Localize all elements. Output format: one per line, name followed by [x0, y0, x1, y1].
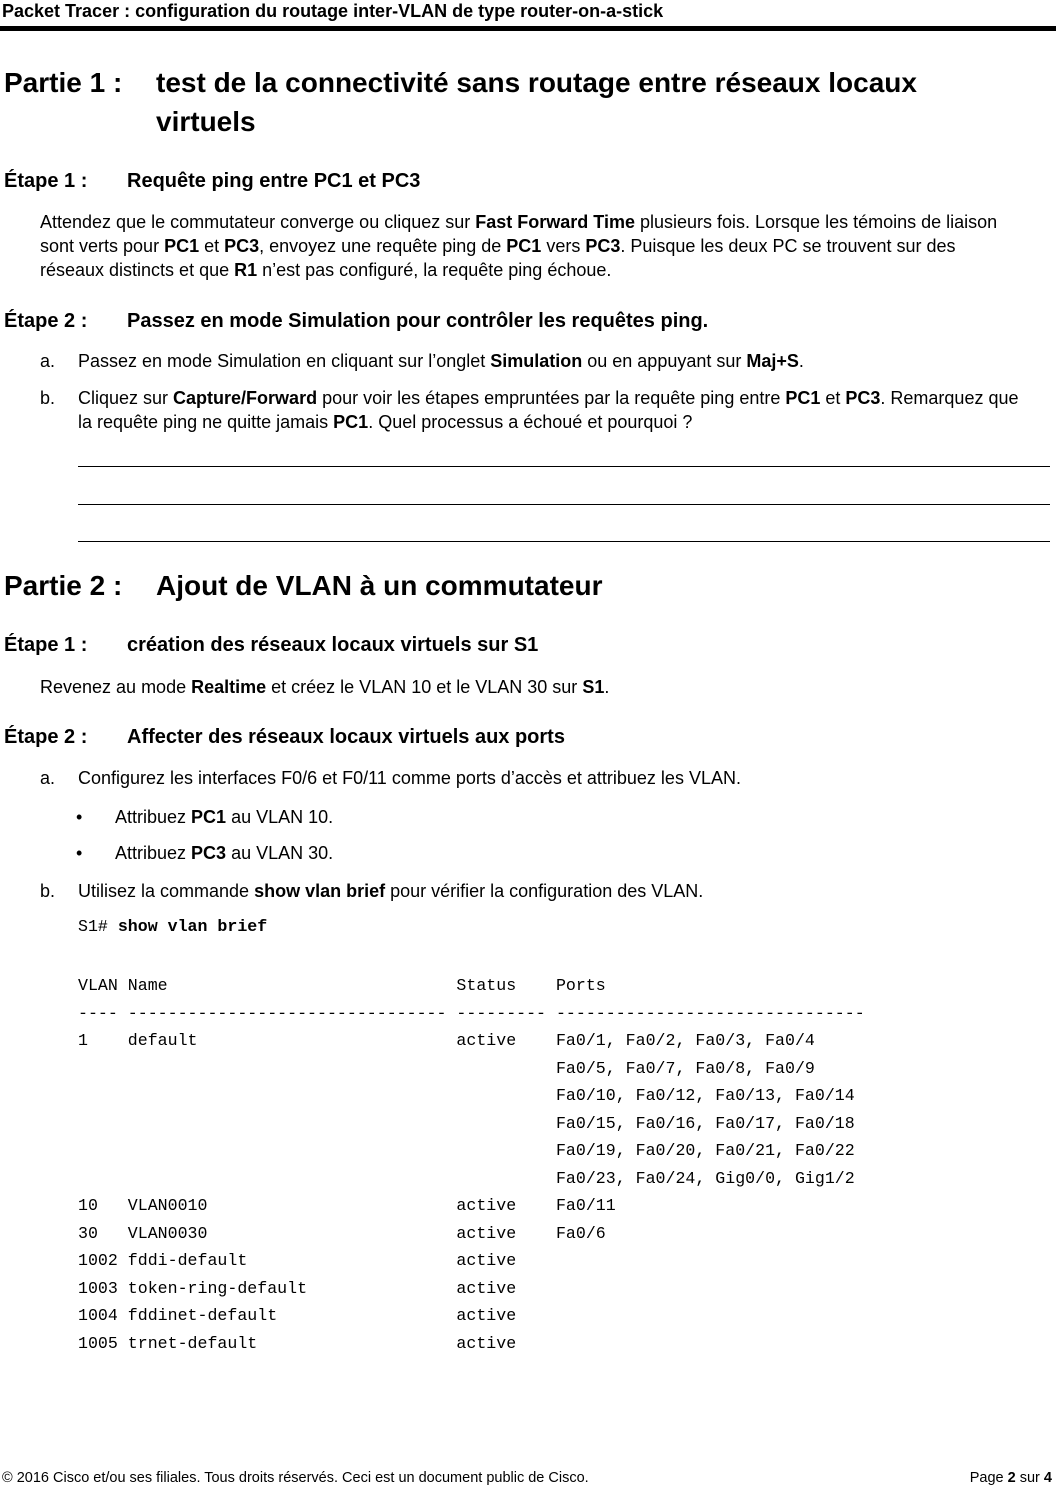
part1-step2-item-b-text: Cliquez sur Capture/Forward pour voir les étapes empruntées par la requête ping entre PC1 et PC3. Remarquez que la requête ping ne quitte jamais PC1. Quel processus a échoué et pourquoi ? — [78, 388, 1019, 432]
part1-step1-title: Requête ping entre PC1 et PC3 — [127, 170, 421, 192]
footer-page-number: Page 2 sur 4 — [969, 1470, 1052, 1486]
part2-step2-item-b-text: Utilisez la commande show vlan brief pour vérifier la configuration des VLAN. — [78, 881, 704, 901]
cli-output-line: 1003 token-ring-default active — [78, 1278, 517, 1298]
cli-output-line: 1002 fddi-default active — [78, 1251, 517, 1270]
part2-step2-title: Affecter des réseaux locaux virtuels aux ports — [127, 726, 565, 748]
cli-output-line: 1005 trnet-default active — [78, 1333, 517, 1353]
cli-output-line: VLAN Name Status Ports — [78, 976, 606, 995]
document-header-title: Packet Tracer : configuration du routage inter-VLAN de type router-on-a-stick — [2, 1, 664, 21]
cli-output-line: 1 default active Fa0/1, Fa0/2, Fa0/3, Fa0/4 — [78, 1031, 815, 1050]
part2-step1-number: Étape 1 : — [4, 634, 88, 656]
cli-output-line: 30 VLAN0030 active Fa0/6 — [78, 1223, 606, 1243]
cli-output-line: Fa0/23, Fa0/24, Gig0/0, Gig1/2 — [78, 1168, 855, 1188]
part1-step2-number: Étape 2 : — [4, 310, 88, 332]
cli-command: show vlan brief — [117, 917, 268, 936]
cli-output — [78, 972, 865, 1357]
part1-step1-number: Étape 1 : — [4, 170, 88, 192]
part2-step2-item-b-letter: b. — [40, 881, 56, 901]
cli-output-line: Fa0/15, Fa0/16, Fa0/17, Fa0/18 — [78, 1113, 855, 1133]
bullet-item-pc1: Attribuez PC1 au VLAN 10. — [115, 807, 334, 827]
part1-step2-item-a-text: Passez en mode Simulation en cliquant sur l’onglet Simulation ou en appuyant sur Maj+S. — [78, 351, 804, 371]
cli-output-line: Fa0/5, Fa0/7, Fa0/8, Fa0/9 — [78, 1058, 815, 1078]
cli-output-line: Fa0/10, Fa0/12, Fa0/13, Fa0/14 — [78, 1086, 855, 1105]
part2-number: Partie 2 : — [4, 570, 123, 601]
cli-output-line: 1004 fddinet-default active — [78, 1306, 517, 1325]
cli-prompt: S1# — [78, 917, 118, 936]
part2-step2-item-a-letter: a. — [40, 768, 56, 788]
cli-output-line: 10 VLAN0010 active Fa0/11 — [78, 1196, 616, 1215]
part1-number: Partie 1 : — [4, 67, 123, 98]
answer-line — [78, 504, 1050, 505]
cli-command-line — [78, 913, 267, 941]
answer-line — [78, 541, 1050, 542]
bullet-glyph: • — [76, 807, 83, 827]
part1-title: test de la connectivité sans routage entre réseaux locaux virtuels — [156, 67, 917, 137]
bullet-item-pc3: Attribuez PC3 au VLAN 30. — [115, 843, 334, 863]
cli-output-line: ---- -------------------------------- --------- ------------------------------- — [78, 1003, 865, 1023]
part1-step1-paragraph: Attendez que le commutateur converge ou cliquez sur Fast Forward Time plusieurs fois. Lorsque les témoins de liaison sont verts pour PC1 et PC3, envoyez une requête ping de PC1 vers PC3. Puisque les deux PC se trouvent sur des réseaux distincts et que R1 n’est pas configuré, la requête ping échoue. — [40, 212, 998, 280]
bullet-glyph: • — [76, 843, 83, 863]
part2-step2-item-a-text: Configurez les interfaces F0/6 et F0/11 comme ports d’accès et attribuez les VLAN. — [78, 768, 741, 788]
header-divider — [0, 26, 1056, 31]
part2-title: Ajout de VLAN à un commutateur — [156, 570, 603, 601]
part1-step2-item-a-letter: a. — [40, 351, 56, 371]
part2-step1-paragraph: Revenez au mode Realtime et créez le VLAN 10 et le VLAN 30 sur S1. — [40, 677, 610, 697]
part2-step1-title: création des réseaux locaux virtuels sur S1 — [127, 634, 539, 656]
part1-step2-title: Passez en mode Simulation pour contrôler les requêtes ping. — [127, 310, 709, 332]
part1-step2-item-b-letter: b. — [40, 388, 56, 408]
part2-step2-number: Étape 2 : — [4, 726, 88, 748]
footer-copyright: © 2016 Cisco et/ou ses filiales. Tous droits réservés. Ceci est un document public de Cisco. — [2, 1470, 589, 1486]
answer-line — [78, 466, 1050, 467]
cli-output-line: Fa0/19, Fa0/20, Fa0/21, Fa0/22 — [78, 1141, 855, 1160]
